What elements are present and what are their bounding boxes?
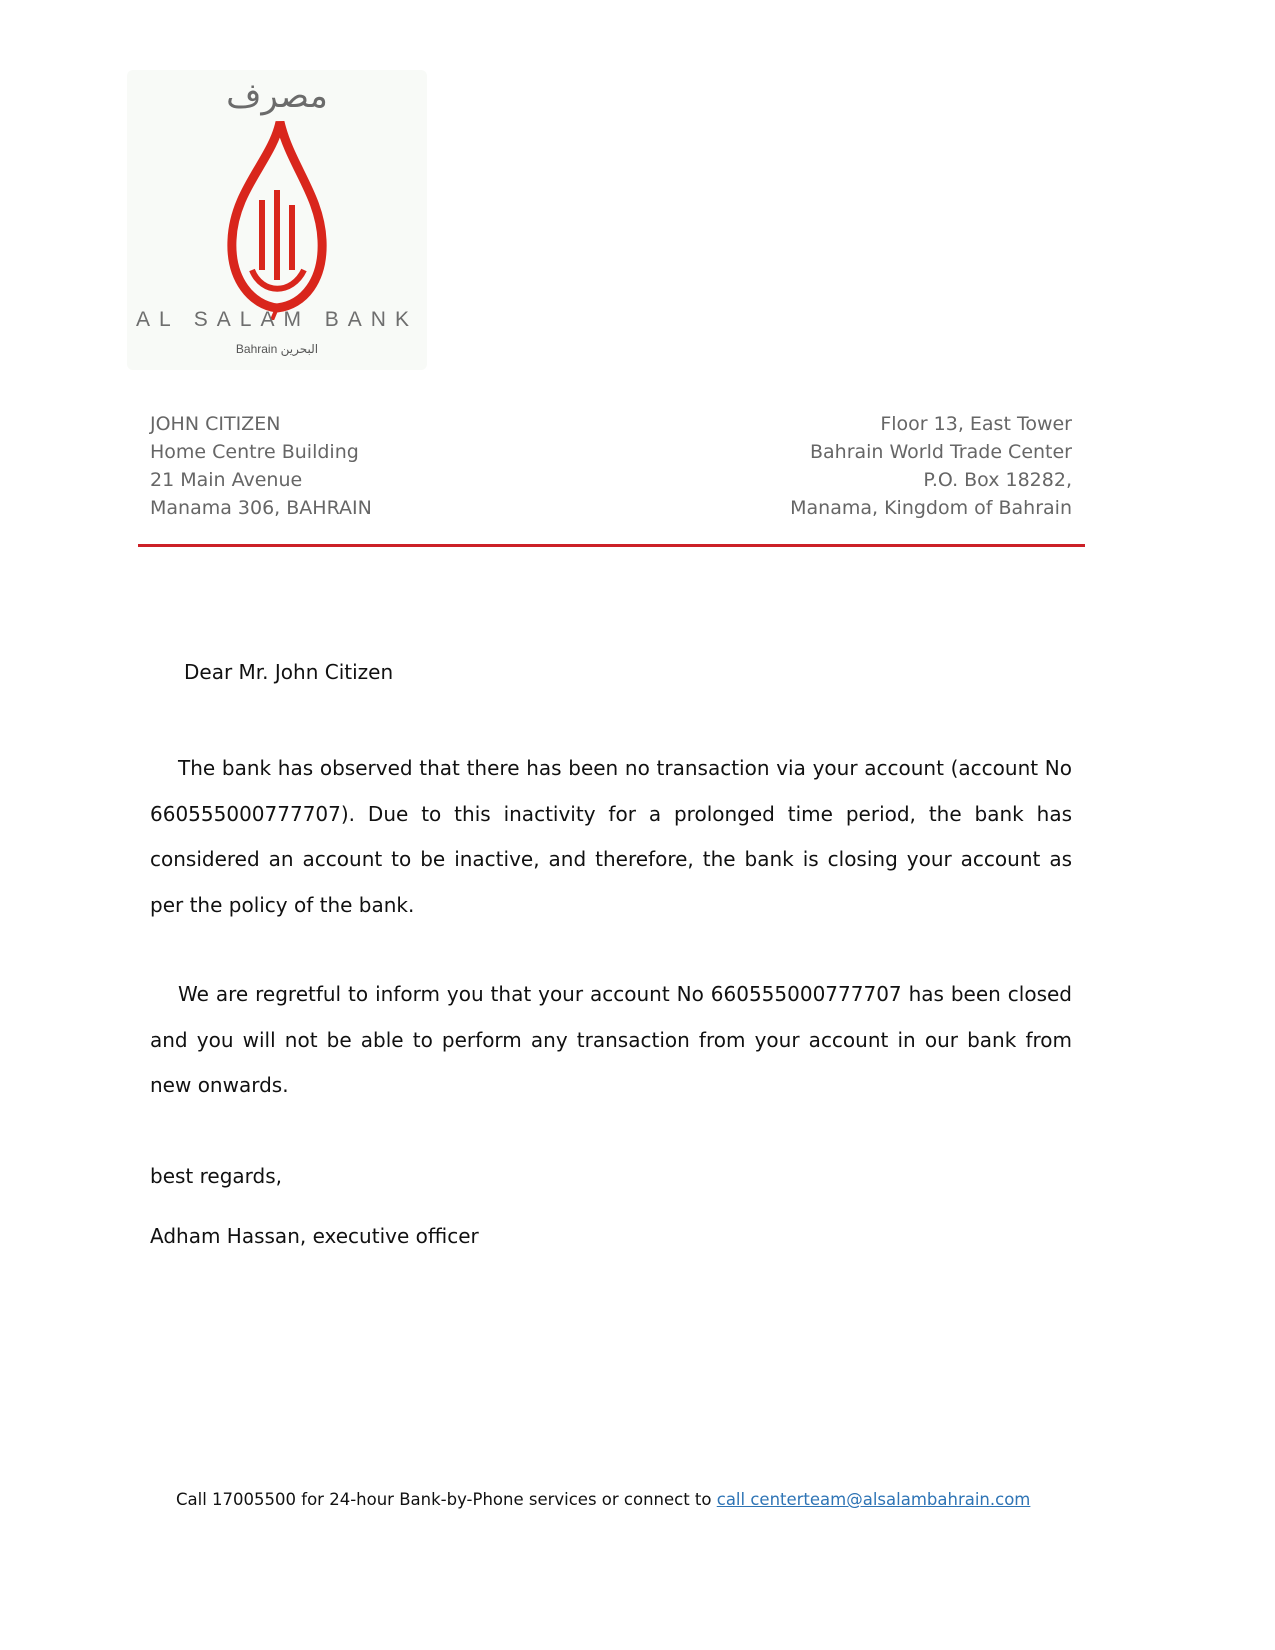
letter-paragraph-2: We are regretful to inform you that your account No 660555000777707 has been closed and you will not be able to perform any transaction from your account in our bank from new onwards. [150,982,1072,1097]
letter-signature: Adham Hassan, executive officer [150,1224,479,1248]
logo-bank-name: AL SALAM BANK [136,308,418,331]
sender-pobox: P.O. Box 18282, [923,469,1072,491]
sender-address [790,410,1072,522]
recipient-city: Manama 306, BAHRAIN [150,497,372,519]
letter-greeting: Dear Mr. John Citizen [184,660,394,684]
sender-building: Bahrain World Trade Center [809,441,1072,463]
letter-closing: best regards, [150,1164,283,1188]
calligraphy-drop-icon [222,120,332,320]
logo-sub-arabic: البحرين [280,342,319,356]
header-divider [138,544,1085,547]
sender-floor: Floor 13, East Tower [880,413,1072,435]
recipient-address [150,410,372,522]
logo-arabic-title: مصرف [226,76,328,116]
recipient-building: Home Centre Building [150,441,359,463]
footer-text: Call 17005500 for 24-hour Bank-by-Phone services or connect to [176,1490,717,1509]
footer-contact [176,1490,1030,1509]
logo-subtitle [127,342,427,356]
bank-logo [127,70,427,370]
recipient-name: JOHN CITIZEN [150,413,281,435]
footer-email-link[interactable]: call centerteam@alsalambahrain.com [716,1490,1031,1509]
letter-paragraph-1: The bank has observed that there has been no transaction via your account (account No 660555000777707). Due to this inactivity for a prolonged time period, the bank has considered an account to be inactive, and therefore, the bank is closing your account as per the policy of the bank. [150,756,1072,917]
sender-city: Manama, Kingdom of Bahrain [790,497,1072,519]
logo-sub-latin: Bahrain [235,342,278,356]
recipient-street: 21 Main Avenue [150,469,303,491]
